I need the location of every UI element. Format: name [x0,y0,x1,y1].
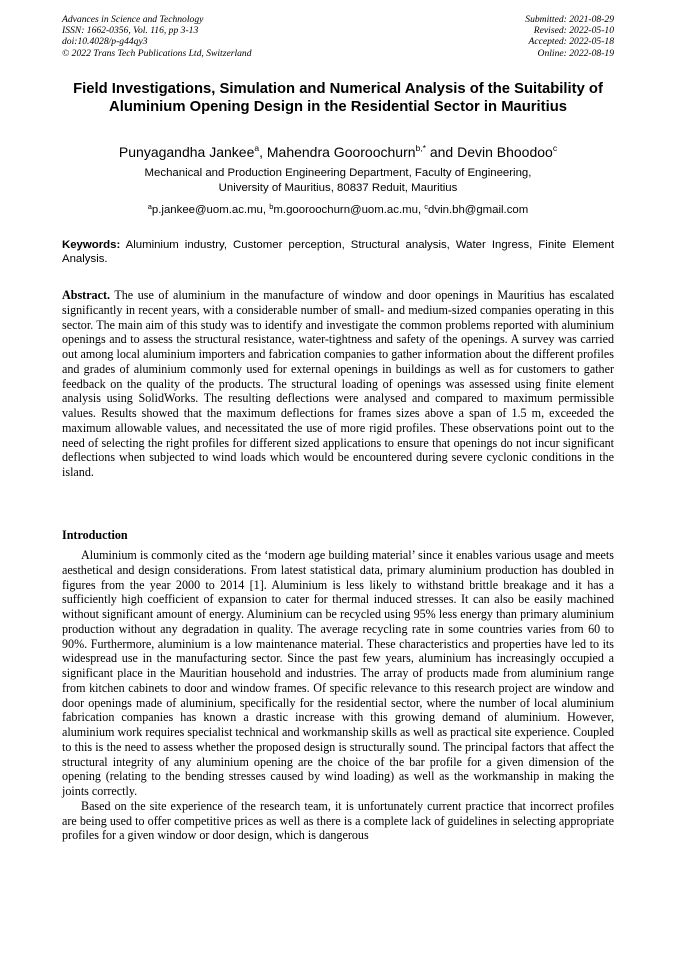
author-name: Mahendra Gooroochurn [266,144,416,160]
submitted-date: Submitted: 2021-08-29 [525,14,614,25]
introduction-body [62,548,614,843]
paragraph: Based on the site experience of the research team, it is unfortunately current practice that incorrect profiles are being used to offer competitive prices as well as there is a complete lack of guidelines in selecting appropriate profiles for a given window or door design, which is dangerous [62,798,614,843]
online-date: Online: 2022-08-19 [537,47,614,59]
copyright: © 2022 Trans Tech Publications Ltd, Switzerland [62,47,252,59]
author-superscript: c [552,143,558,153]
affiliation [62,166,614,196]
keywords-section [62,238,614,267]
author-name: Punyagandha Jankee [118,144,255,160]
email-superscript: b [269,202,274,211]
email-separator: , [262,204,270,216]
keywords-label: Keywords: [62,239,121,251]
author-superscript: a [254,143,260,153]
author-separator: and [425,144,458,160]
author-superscript: b,* [415,143,426,153]
journal-name: Advances in Science and Technology [62,14,204,25]
accepted-date: Accepted: 2022-05-18 [528,36,614,48]
email-address[interactable]: dvin.bh@gmail.com [428,204,529,216]
issn: ISSN: 1662-0356, Vol. 116, pp 3-13 [62,25,199,37]
doi: doi:10.4028/p-g44qy3 [62,36,148,48]
author-name: Devin Bhoodoo [457,144,553,160]
email-separator: , [417,204,425,216]
email-address[interactable]: m.gooroochurn@uom.ac.mu [273,204,418,216]
revised-date: Revised: 2022-05-10 [533,25,614,37]
abstract-section [62,288,614,480]
journal-info [62,14,252,59]
keywords-text: Aluminium industry, Customer perception, Structural analysis, Water Ingress, Finite Element Analysis. [62,239,614,266]
publication-dates [525,14,614,59]
section-heading: Introduction [62,528,128,542]
abstract-label: Abstract. [62,288,111,302]
email-address[interactable]: p.jankee@uom.ac.mu [151,204,263,216]
email-superscript: c [424,202,429,211]
abstract-text: The use of aluminium in the manufacture of window and door openings in Mauritius has escalated significantly in recent years, with a considerable number of small- and medium-sized companies operating in this sector. The main aim of this study was to identify and investigate the common problems reported with aluminium openings and to assess the structural resistance, water-tightness and safety of the openings. A survey was carried out among local aluminium importers and fabrication companies to gather information about the different profiles and grades of aluminium commonly used for external openings in buildings as well as for customers to gather feedback on the quality of the products. The structural loading of openings was assessed using finite element analysis using SolidWorks. The resulting deflections were analysed and compared to maximum permissible values. Results showed that the maximum deflections for frames sizes above a span of 1.5 m, exceeded the maximum allowable values, and necessitated the use of more rigid profiles. These observations point out to the need of selecting the right profiles for different sized applications to ensure that openings do not incur significant deflections when subjected to wind loads which would be encountered during severe cyclonic conditions in the island. [62,288,614,479]
affiliation-line: University of Mauritius, 80837 Reduit, Mauritius [218,182,458,195]
paper-title: Field Investigations, Simulation and Numerical Analysis of the Suitability of Aluminium Opening Design in the Residential Sector in Mauritius [73,81,603,115]
affiliation-line: Mechanical and Production Engineering Department, Faculty of Engineering, [144,167,532,179]
email-superscript: a [147,202,152,211]
author-separator: , [259,144,267,160]
author-list [62,143,614,161]
email-list [62,203,614,218]
paragraph: Aluminium is commonly cited as the ‘modern age building material’ since it enables various usage and meets aesthetical and design considerations. From latest statistical data, primary aluminium production has doubled in figures from the year 2000 to 2014 [1]. Aluminium is less likely to withstand brittle breakage and it has a sufficiently high coefficient of expansion to cater for thermal induced stresses. It can also be easily machined without significant amount of energy. Aluminium can be recycled using 95% less energy than primary aluminium production without any degradation in quality. The average recycling rate in some countries varies from 60 to 90%. Furthermore, aluminium is a low maintenance material. These characteristics and properties have led to its widespread use in the manufacturing sector. Since the past few years, aluminium has increasingly occupied a significant place in the Mauritian household and industries. The array of products made from aluminium range from kitchen cabinets to door and window frames. Of specific relevance to this research project are window and door openings made of aluminium, specifically for the residential sector, where the number of local aluminium fabrication companies has known a drastic increase with this growing demand of aluminium. However, aluminium work requires specialist technical and workmanship skills as well as practical site experience. Coupled to this is the need to assess whether the proposed design is structurally sound. The principal factors that affect the structural integrity of any aluminium opening are the choice of the bar profile for a given dimension of the opening (relating to the bending stresses caused by wind loading) as well as the workmanship in making the joints correctly. [62,548,614,798]
